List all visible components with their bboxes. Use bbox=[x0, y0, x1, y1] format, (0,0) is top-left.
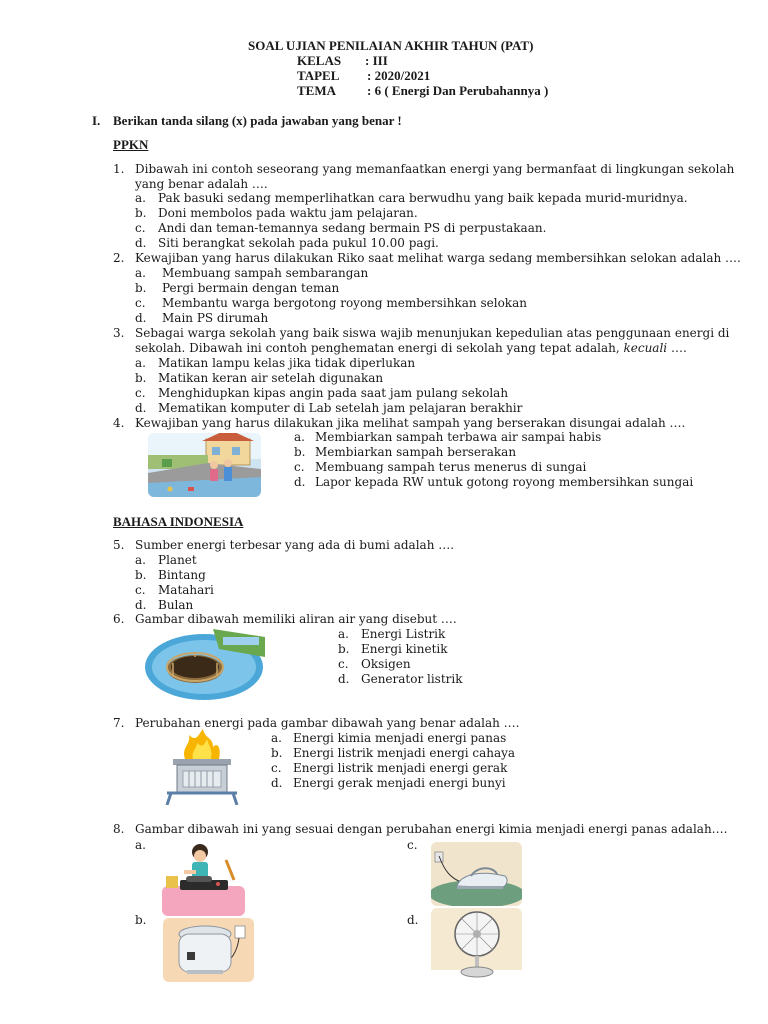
option-letter[interactable]: a. bbox=[294, 430, 305, 444]
option-letter[interactable]: c. bbox=[338, 657, 349, 671]
question-text: Gambar dibawah ini yang sesuai dengan perubahan energi kimia menjadi energi panas adalah…. bbox=[135, 822, 728, 836]
option-letter[interactable]: a. bbox=[135, 553, 146, 567]
header-value-tapel: : 2020/2021 bbox=[367, 68, 431, 83]
river-trash-illustration bbox=[148, 433, 261, 497]
option-text[interactable]: Membiarkan sampah berserakan bbox=[315, 445, 517, 459]
option-text[interactable]: Siti berangkat sekolah pada pukul 10.00 pagi. bbox=[158, 236, 439, 250]
option-letter[interactable]: d. bbox=[294, 475, 306, 489]
question-text: Sumber energi terbesar yang ada di bumi adalah …. bbox=[135, 538, 455, 552]
question-text: sekolah. Dibawah ini contoh penghematan energi di sekolah yang tepat adalah, bbox=[135, 341, 620, 355]
option-letter[interactable]: d. bbox=[407, 913, 419, 927]
question-text: Dibawah ini contoh seseorang yang memanfaatkan energi yang bermanfaat di lingkungan sekolah bbox=[135, 162, 735, 176]
option-letter[interactable]: d. bbox=[135, 401, 147, 415]
header-label-tema: TEMA bbox=[297, 83, 336, 98]
option-letter[interactable]: c. bbox=[135, 296, 146, 310]
header-value-kelas: : III bbox=[365, 53, 388, 68]
header-label-kelas: KELAS bbox=[297, 53, 342, 68]
option-letter[interactable]: d. bbox=[135, 311, 147, 325]
header-value-tema: : 6 ( Energi Dan Perubahannya ) bbox=[367, 83, 549, 98]
question-text: Sebagai warga sekolah yang baik siswa wajib menunjukan kepedulian atas penggunaan energi di bbox=[135, 326, 730, 340]
option-text[interactable]: Energi gerak menjadi energi bunyi bbox=[293, 776, 506, 790]
option-letter[interactable]: b. bbox=[135, 568, 147, 582]
option-text[interactable]: Energi kimia menjadi energi panas bbox=[293, 731, 507, 745]
water-turbine-illustration bbox=[143, 627, 265, 701]
option-text[interactable]: Bintang bbox=[158, 568, 206, 582]
option-text[interactable]: Membantu warga bergotong royong membersihkan selokan bbox=[162, 296, 527, 310]
question-number: 2. bbox=[113, 251, 125, 265]
option-letter[interactable]: d. bbox=[271, 776, 283, 790]
option-letter[interactable]: b. bbox=[135, 281, 147, 295]
question-text-line bbox=[135, 341, 687, 356]
question-number: 1. bbox=[113, 162, 125, 176]
section-title-ppkn: PPKN bbox=[113, 137, 149, 152]
option-text[interactable]: Energi listrik menjadi energi cahaya bbox=[293, 746, 516, 760]
option-letter[interactable]: a. bbox=[135, 266, 146, 280]
option-text[interactable]: Pergi bermain dengan teman bbox=[162, 281, 340, 295]
option-letter[interactable]: c. bbox=[407, 838, 418, 852]
option-text[interactable]: Planet bbox=[158, 553, 197, 567]
electric-fan-illustration[interactable] bbox=[431, 908, 522, 982]
question-text: Kewajiban yang harus dilakukan jika melihat sampah yang berserakan disungai adalah …. bbox=[135, 416, 686, 430]
option-text[interactable]: Pak basuki sedang memperlihatkan cara berwudhu yang baik kepada murid-muridnya. bbox=[158, 191, 688, 205]
option-letter[interactable]: b. bbox=[338, 642, 350, 656]
question-suffix: …. bbox=[670, 341, 687, 355]
option-text[interactable]: Energi kinetik bbox=[361, 642, 448, 656]
option-letter[interactable]: a. bbox=[271, 731, 282, 745]
option-letter[interactable]: c. bbox=[135, 386, 146, 400]
question-text: Gambar dibawah memiliki aliran air yang disebut …. bbox=[135, 612, 457, 626]
question-emphasis: kecuali bbox=[623, 341, 668, 355]
instruction-number: I. bbox=[92, 113, 101, 128]
question-number: 6. bbox=[113, 612, 125, 626]
section-title-bahasa-indonesia: BAHASA INDONESIA bbox=[113, 514, 244, 529]
option-text[interactable]: Main PS dirumah bbox=[162, 311, 269, 325]
option-text[interactable]: Menghidupkan kipas angin pada saat jam pulang sekolah bbox=[158, 386, 509, 400]
option-text[interactable]: Bulan bbox=[158, 598, 194, 612]
question-text: Perubahan energi pada gambar dibawah yang benar adalah …. bbox=[135, 716, 520, 730]
option-text[interactable]: Oksigen bbox=[361, 657, 411, 671]
option-letter[interactable]: b. bbox=[135, 371, 147, 385]
question-number: 5. bbox=[113, 538, 125, 552]
option-letter[interactable]: b. bbox=[294, 445, 306, 459]
option-letter[interactable]: a. bbox=[338, 627, 349, 641]
header-label-tapel: TAPEL bbox=[297, 68, 340, 83]
option-text[interactable]: Matahari bbox=[158, 583, 214, 597]
option-text[interactable]: Membiarkan sampah terbawa air sampai habis bbox=[315, 430, 602, 444]
option-text[interactable]: Matikan keran air setelah digunakan bbox=[158, 371, 384, 385]
question-text: yang benar adalah …. bbox=[135, 177, 268, 191]
question-number: 4. bbox=[113, 416, 125, 430]
option-letter[interactable]: b. bbox=[271, 746, 283, 760]
option-text[interactable]: Energi listrik menjadi energi gerak bbox=[293, 761, 508, 775]
question-number: 8. bbox=[113, 822, 125, 836]
option-letter[interactable]: a. bbox=[135, 191, 146, 205]
option-letter[interactable]: a. bbox=[135, 838, 146, 852]
option-letter[interactable]: b. bbox=[135, 206, 147, 220]
electric-iron-illustration[interactable] bbox=[431, 842, 522, 906]
option-letter[interactable]: c. bbox=[135, 221, 146, 235]
option-letter[interactable]: c. bbox=[271, 761, 282, 775]
instruction-text: Berikan tanda silang (x) pada jawaban yang benar ! bbox=[113, 113, 402, 128]
question-number: 7. bbox=[113, 716, 125, 730]
option-text[interactable]: Mematikan komputer di Lab setelah jam pelajaran berakhir bbox=[158, 401, 523, 415]
option-letter[interactable]: d. bbox=[135, 236, 147, 250]
stove-fire-illustration bbox=[163, 729, 241, 805]
option-text[interactable]: Doni membolos pada waktu jam pelajaran. bbox=[158, 206, 418, 220]
option-letter[interactable]: c. bbox=[135, 583, 146, 597]
option-letter[interactable]: d. bbox=[135, 598, 147, 612]
option-letter[interactable]: b. bbox=[135, 913, 147, 927]
option-text[interactable]: Generator listrik bbox=[361, 672, 463, 686]
option-letter[interactable]: a. bbox=[135, 356, 146, 370]
rice-cooker-illustration[interactable] bbox=[163, 918, 254, 982]
question-number: 3. bbox=[113, 326, 125, 340]
option-letter[interactable]: c. bbox=[294, 460, 305, 474]
option-text[interactable]: Energi Listrik bbox=[361, 627, 446, 641]
woman-cooking-stove-illustration[interactable] bbox=[160, 840, 247, 918]
option-text[interactable]: Andi dan teman-temannya sedang bermain PS di perpustakaan. bbox=[158, 221, 547, 235]
option-letter[interactable]: d. bbox=[338, 672, 350, 686]
option-text[interactable]: Membuang sampah terus menerus di sungai bbox=[315, 460, 587, 474]
exam-title: SOAL UJIAN PENILAIAN AKHIR TAHUN (PAT) bbox=[248, 38, 534, 53]
option-text[interactable]: Lapor kepada RW untuk gotong royong membersihkan sungai bbox=[315, 475, 694, 489]
option-text[interactable]: Membuang sampah sembarangan bbox=[162, 266, 369, 280]
question-text: Kewajiban yang harus dilakukan Riko saat melihat warga sedang membersihkan selokan adalah …. bbox=[135, 251, 741, 265]
option-text[interactable]: Matikan lampu kelas jika tidak diperlukan bbox=[158, 356, 416, 370]
